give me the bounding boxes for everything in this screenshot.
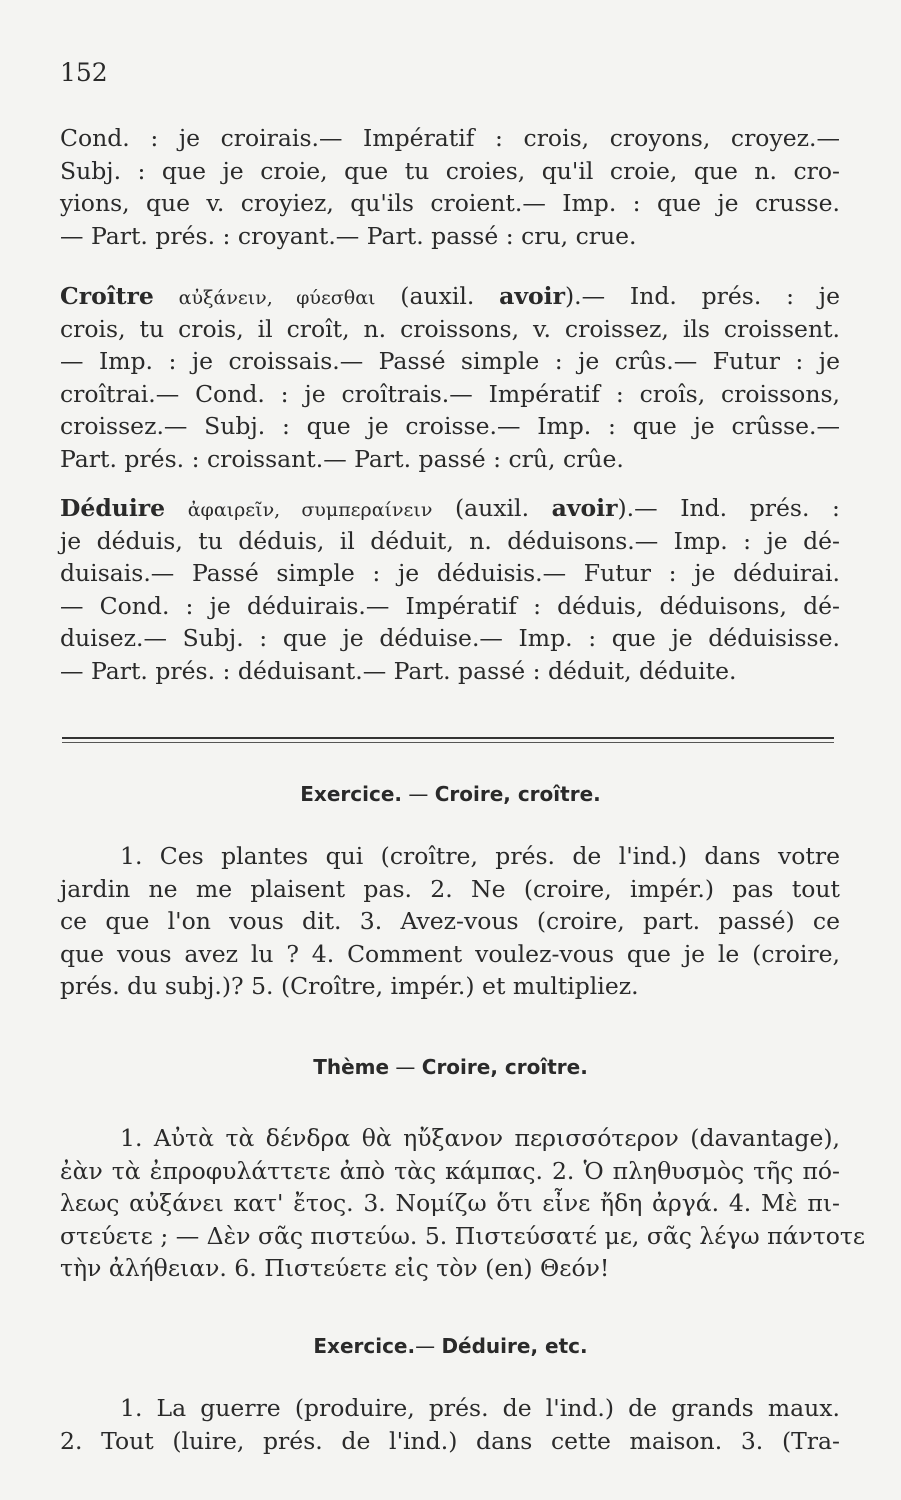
exercise-croire-heading — [0, 782, 901, 806]
text-line: jardin ne me plaisent pas. 2. Ne (croire, impér.) pas tout — [60, 874, 840, 903]
conjugation-croire-continued — [60, 122, 840, 252]
exercise-deduire-body — [60, 1392, 840, 1457]
theme-body-greek — [60, 1122, 866, 1285]
conjugation-deduire — [60, 492, 840, 687]
text-line: 1. La guerre (produire, prés. de l'ind.) de grands maux. — [120, 1394, 840, 1422]
text-line: 2. Tout (luire, prés. de l'ind.) dans cette maison. 3. (Tra- — [60, 1426, 840, 1455]
headword-deduire: Déduire — [60, 494, 166, 522]
conjugation-croitre — [60, 280, 840, 475]
text-line: duisais.— Passé simple : je déduisis.— Futur : je déduirai. — [60, 559, 840, 587]
text-line: crois, tu crois, il croît, n. croissons, v. croissez, ils croissent. — [60, 314, 840, 343]
text-line: 1. Αὐτὰ τὰ δένδρα θὰ ηὔξανον περισσότερον (davantage), — [120, 1124, 840, 1152]
heading-label: Thème — [313, 1055, 390, 1079]
text-line: ἐὰν τὰ ἐπροφυλάττετε ἀπὸ τὰς κάμπας. 2. Ὁ πληθυσμὸς τῆς πό- — [60, 1156, 840, 1185]
entry-head-rest: ).— Ind. prés. : je — [565, 282, 840, 310]
text-line: — Part. prés. : croyant.— Part. passé : cru, crue. — [60, 221, 637, 250]
text-line: — Imp. : je croissais.— Passé simple : je crûs.— Futur : je — [60, 347, 840, 375]
text-line: prés. du subj.)? 5. (Croître, impér.) et multipliez. — [60, 972, 639, 1000]
text-line: ce que l'on vous dit. 3. Avez-vous (croire, part. passé) ce — [60, 907, 840, 935]
text-line: croîtrai.— Cond. : je croîtrais.— Impératif : croîs, croissons, — [60, 379, 840, 408]
text-line: Part. prés. : croissant.— Part. passé : crû, crûe. — [60, 444, 624, 473]
text-line: croissez.— Subj. : que je croisse.— Imp. : que je crûsse.— — [60, 412, 840, 440]
heading-topic: Croire, croître. — [421, 1055, 588, 1079]
text-line: Cond. : je croirais.— Impératif : crois, croyons, croyez.— — [60, 124, 840, 152]
text-line: λεως αὐξάνει κατ' ἔτος. 3. Νομίζω ὅτι εἶνε ἤδη ἀργά. 4. Μὲ πι- — [60, 1189, 840, 1217]
heading-topic: Croire, croître. — [434, 782, 601, 806]
exercise-croire-body — [60, 840, 840, 1003]
greek-translation: αὐξάνειν, φύεσθαι — [178, 287, 376, 309]
text-line: je déduis, tu déduis, il déduit, n. déduisons.— Imp. : je dé- — [60, 526, 840, 555]
text-line: yions, que v. croyiez, qu'ils croient.— Imp. : que je crusse. — [60, 189, 840, 217]
headword-croitre: Croître — [60, 282, 154, 310]
text-line: 1. Ces plantes qui (croître, prés. de l'ind.) dans votre — [120, 842, 840, 870]
page-number: 152 — [60, 58, 108, 87]
section-divider-thin — [62, 742, 834, 743]
heading-label: Exercice. — [300, 782, 402, 806]
text-line: Subj. : que je croie, que tu croies, qu'il croie, que n. cro- — [60, 156, 840, 185]
entry-head-line — [60, 492, 840, 525]
heading-label: Exercice. — [313, 1334, 416, 1358]
auxiliary-prefix: (auxil. — [454, 494, 552, 522]
heading-separator: — — [401, 782, 435, 806]
auxiliary-verb: avoir — [551, 494, 618, 522]
greek-translation: ἀφαιρεῖν, συμπεραίνειν — [187, 499, 433, 521]
entry-head-line — [60, 280, 840, 313]
heading-separator: — — [415, 1334, 442, 1358]
entry-head-rest: ).— Ind. prés. : — [617, 494, 840, 522]
auxiliary-verb: avoir — [499, 282, 565, 310]
exercise-deduire-heading — [0, 1334, 901, 1358]
text-line: que vous avez lu ? 4. Comment voulez-vous que je le (croire, — [60, 939, 840, 968]
text-line: — Cond. : je déduirais.— Impératif : déduis, déduisons, dé- — [60, 591, 840, 620]
text-line: duisez.— Subj. : que je déduise.— Imp. : que je déduisisse. — [60, 624, 840, 652]
heading-topic: Déduire, etc. — [441, 1334, 588, 1358]
text-line: τὴν ἀλήθειαν. 6. Πιστεύετε εἰς τὸν (en) Θεόν! — [60, 1254, 610, 1282]
heading-separator: — — [389, 1055, 422, 1079]
theme-heading — [0, 1055, 901, 1079]
section-divider — [62, 737, 834, 739]
auxiliary-prefix: (auxil. — [400, 282, 500, 310]
text-line: — Part. prés. : déduisant.— Part. passé : déduit, déduite. — [60, 656, 737, 685]
text-line: στεύετε ; — Δὲν σᾶς πιστεύω. 5. Πιστεύσατέ με, σᾶς λέγω πάντοτε — [60, 1221, 866, 1250]
